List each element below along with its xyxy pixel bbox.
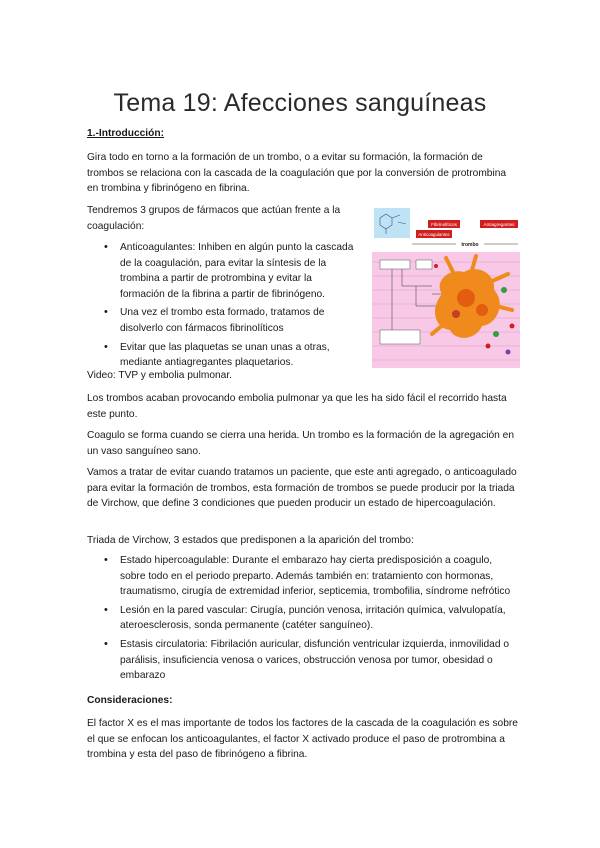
antiagregantes-label: Antiagregantes xyxy=(483,222,515,227)
paragraph-groups: Tendremos 3 grupos de fármacos que actúan frente a la coagulación: xyxy=(87,205,341,232)
list-item: • Estado hipercoagulable: Durante el embarazo hay cierta predisposición a coagulo, sobre todo en el periodo preparto. Además también en: tratamiento con hormonas, traumatismo, cirugía de extremidad inferior, septicemia, trombofilia, síndrome nefrótico xyxy=(104,553,518,600)
list-item: • Lesión en la pared vascular: Cirugía, punción venosa, irritación química, valvulopatía, ateroesclerosis, sonda permanente (catéter sanguíneo). xyxy=(104,603,518,634)
list-item: • Evitar que las plaquetas se unan unas a otras, mediante antiagregantes plaquetarios. xyxy=(104,340,354,371)
paragraph-coagulo: Coagulo se forma cuando se cierra una herida. Un trombo es la formación de la agregación en un vaso sanguíneo sano. xyxy=(87,430,514,457)
paragraph-vamos: Vamos a tratar de evitar cuando tratamos un paciente, que este anti agregado, o anticoagulado para evitar la formación de trombos, esta formación de trombos se puede producir por la triada de Virchow, que define 3 condiciones que pueden producir un estado de hipercoagulación. xyxy=(87,467,517,510)
paragraph-trombos: Los trombos acaban provocando embolia pulmonar ya que les ha sido fácil el recorrido hasta este punto. xyxy=(87,393,507,420)
section-heading-consideraciones: Consideraciones: xyxy=(87,695,173,706)
paragraph-factor-x: El factor X es el mas importante de todos los factores de la cascada de la coagulación es sobre el que se enfocan los anticoagulantes, el factor X activado produce el paso de protrombina a trombina y esta del paso de fibrinógeno a fibrina. xyxy=(87,718,518,761)
list-item: • Una vez el trombo esta formado, tratamos de disolverlo con fármacos fibrinolíticos xyxy=(104,305,354,336)
paragraph-triada: Triada de Virchow, 3 estados que predisponen a la aparición del trombo: xyxy=(87,535,414,546)
virchow-list xyxy=(104,553,518,687)
groups-list xyxy=(104,240,354,374)
list-item: • Anticoagulantes: Inhiben en algún punto la cascada de la coagulación, para evitar la síntesis de la trombina a partir de protrombina y evitar la formación de la fibrina a partir de fibrinógeno. xyxy=(104,240,354,302)
section-heading-introduccion: 1.-Introducción: xyxy=(87,128,164,139)
fibrinoliticos-label: Fibrinolíticos xyxy=(431,222,457,227)
paragraph-video: Video: TVP y embolia pulmonar. xyxy=(87,370,232,381)
page-title: Tema 19: Afecciones sanguíneas xyxy=(113,88,487,117)
anticoagulantes-label: Anticoagulantes xyxy=(418,232,450,237)
paragraph-intro: Gira todo en torno a la formación de un trombo, o a evitar su formación, la formación de trombos se relaciona con la cascada de la coagulación que por la conversión de protrombina en trombina y fibrinógeno en fibrina. xyxy=(87,152,507,195)
list-item: • Estasis circulatoria: Fibrilación auricular, disfunción ventricular izquierda, inmovilidad o parálisis, insuficiencia venosa o varices, obstrucción venosa por tumor, obesidad o embarazo xyxy=(104,637,518,684)
coagulation-figure xyxy=(372,206,520,368)
trombo-label: trombo xyxy=(461,242,479,248)
